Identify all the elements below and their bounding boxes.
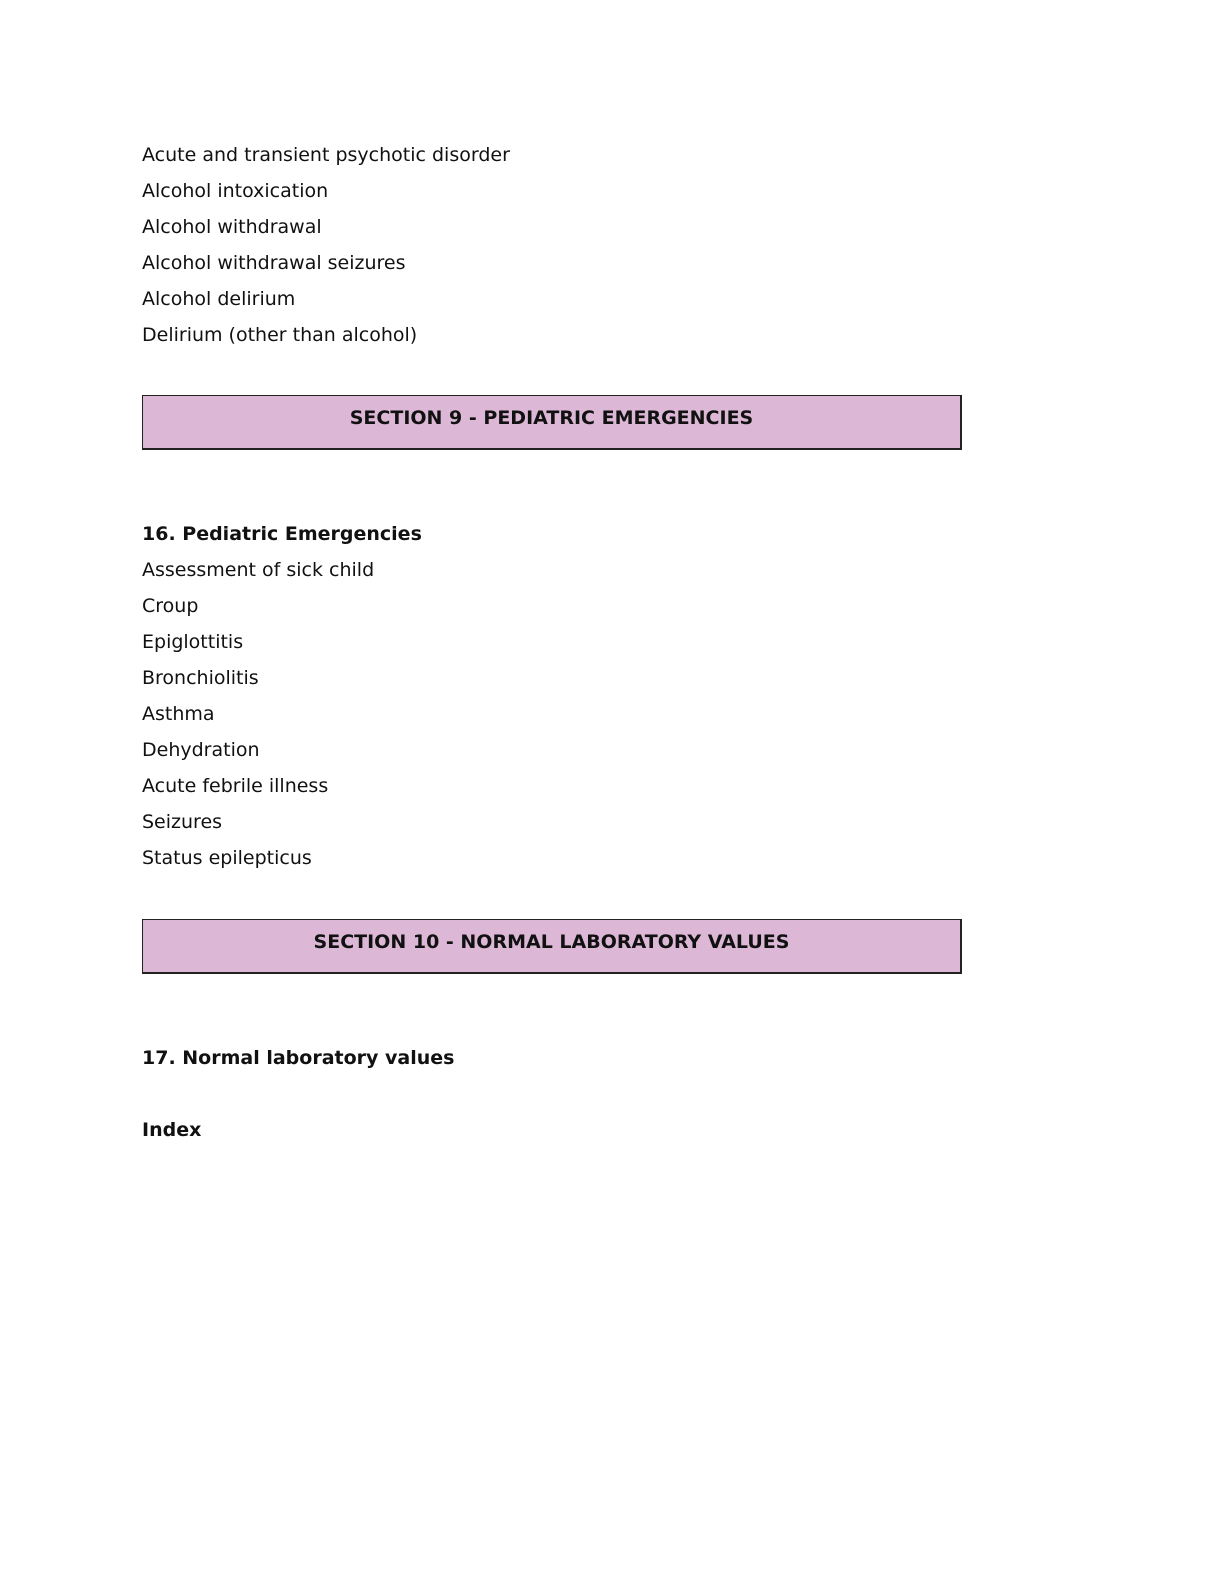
list-item: Croup [142, 595, 199, 617]
list-item: Asthma [142, 703, 215, 725]
list-item: Dehydration [142, 739, 260, 761]
list-item: Delirium (other than alcohol) [142, 324, 418, 346]
list-item: Status epilepticus [142, 847, 312, 869]
list-item: Epiglottitis [142, 631, 244, 653]
list-item: Acute febrile illness [142, 775, 329, 797]
chapter-17-heading: 17. Normal laboratory values [142, 1047, 455, 1069]
chapter-16-heading: 16. Pediatric Emergencies [142, 523, 422, 545]
list-item: Alcohol intoxication [142, 180, 329, 202]
topic-list-psychiatric [142, 137, 510, 353]
list-item: Alcohol withdrawal seizures [142, 252, 406, 274]
list-item: Assessment of sick child [142, 559, 375, 581]
list-item: Seizures [142, 811, 223, 833]
section-9-header: SECTION 9 - PEDIATRIC EMERGENCIES [142, 395, 962, 450]
section-10-header: SECTION 10 - NORMAL LABORATORY VALUES [142, 919, 962, 974]
topic-list-pediatric [142, 552, 374, 876]
list-item: Acute and transient psychotic disorder [142, 144, 510, 166]
list-item: Alcohol withdrawal [142, 216, 322, 238]
list-item: Bronchiolitis [142, 667, 259, 689]
index-heading: Index [142, 1119, 202, 1141]
list-item: Alcohol delirium [142, 288, 296, 310]
